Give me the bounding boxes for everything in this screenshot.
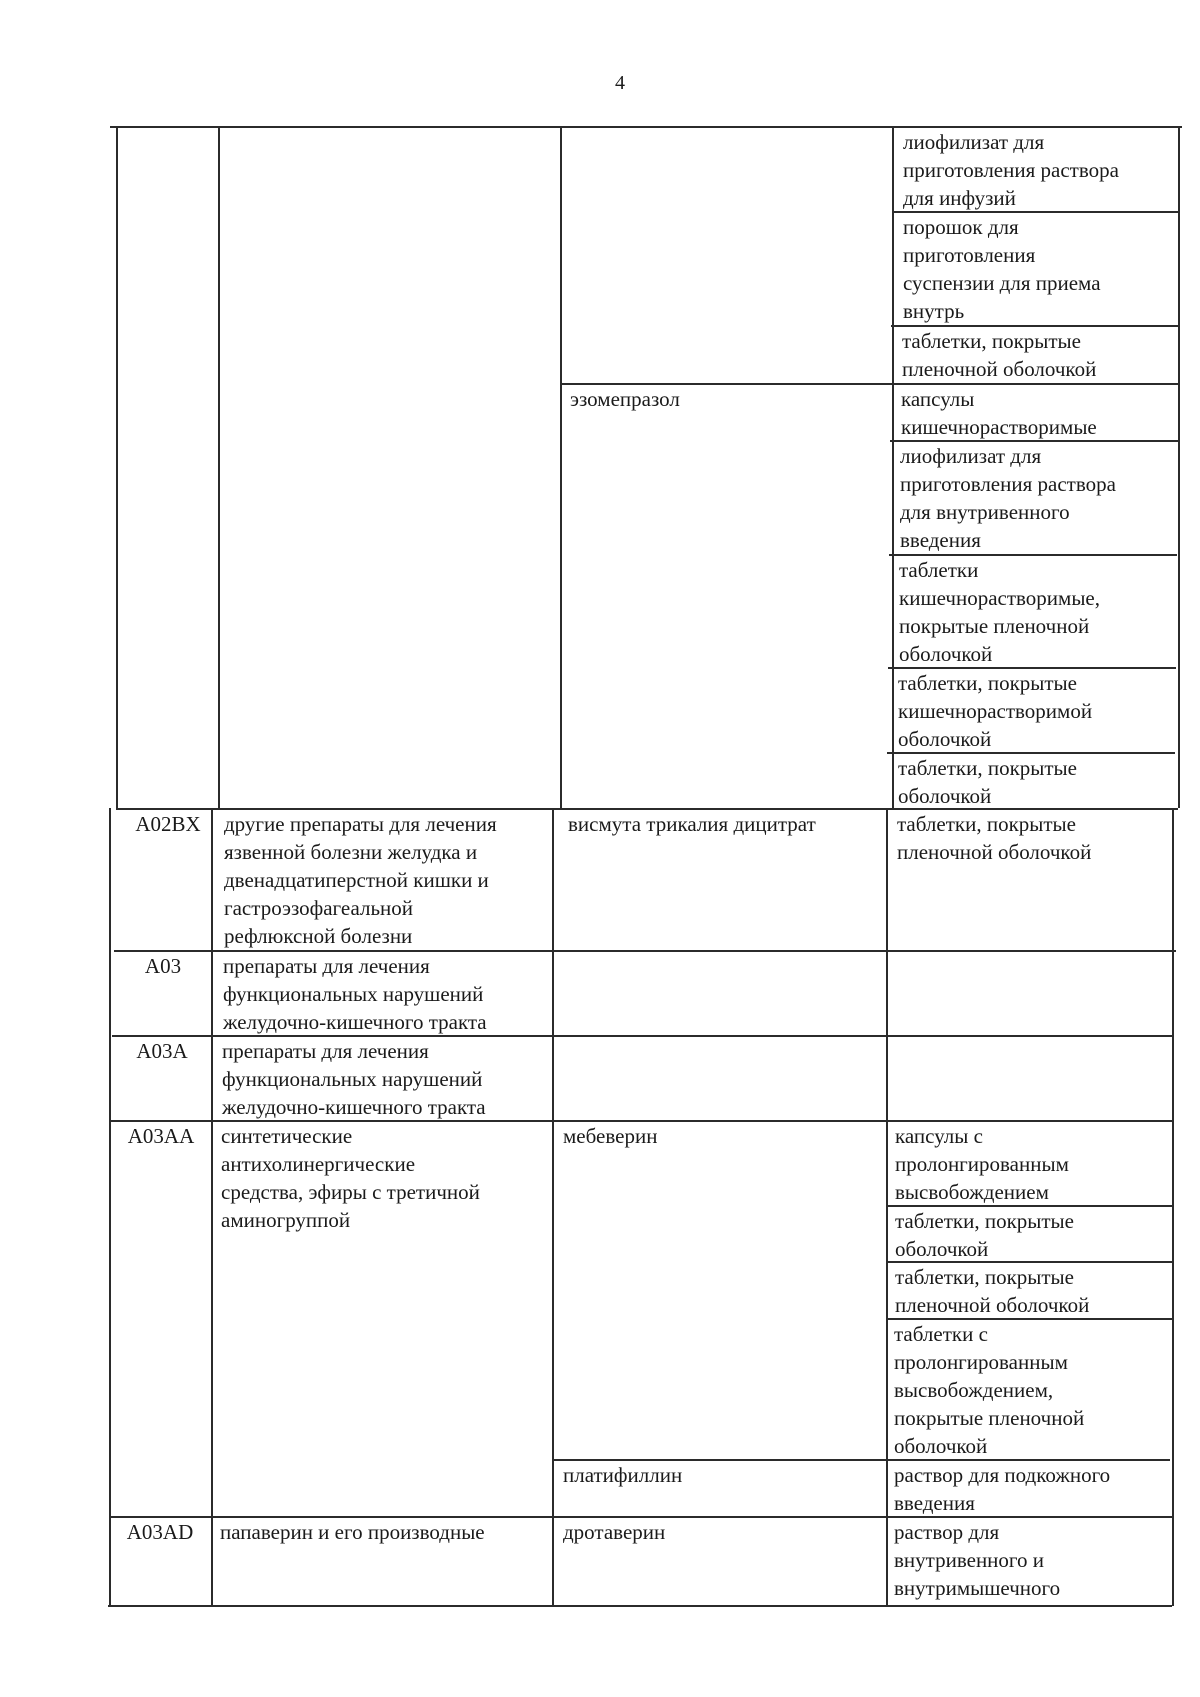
atc-code-cell: A03AD (126, 1520, 194, 1544)
table-left-border (109, 808, 111, 1606)
column-divider (886, 808, 888, 1606)
atc-code-cell: A03AA (127, 1124, 195, 1148)
column-divider (892, 126, 894, 808)
dosage-form-cell: таблетки, покрытые пленочной оболочкой (895, 1265, 1090, 1317)
table-left-border (116, 126, 118, 808)
page-number: 4 (615, 72, 625, 94)
column-divider (560, 126, 562, 808)
atc-code-cell: A03A (136, 1039, 188, 1063)
group-description-cell: препараты для лечения функциональных нарушений желудочно-кишечного тракта (222, 1039, 486, 1119)
table-right-border (1172, 808, 1174, 1606)
dosage-form-cell: таблетки, покрытые кишечнорастворимой оболочкой (898, 671, 1093, 751)
drug-name-cell: эзомепразол (570, 387, 680, 411)
drug-name-cell: платифиллин (563, 1463, 683, 1487)
group-description-cell: другие препараты для лечения язвенной болезни желудка и двенадцатиперстной кишки и гастроэзофагеальной рефлюксной болезни (224, 812, 497, 948)
drug-name-cell: мебеверин (563, 1124, 658, 1148)
group-description-cell: синтетические антихолинергические средства, эфиры с третичной аминогруппой (221, 1124, 480, 1232)
dosage-form-cell: лиофилизат для приготовления раствора для инфузий (903, 130, 1119, 210)
dosage-form-cell: порошок для приготовления суспензии для приема внутрь (903, 215, 1101, 323)
dosage-form-cell: раствор для подкожного введения (894, 1463, 1111, 1515)
dosage-form-cell: капсулы с пролонгированным высвобождением (895, 1124, 1069, 1204)
group-description-cell: папаверин и его производные (220, 1520, 485, 1544)
atc-code-cell: A02BX (135, 812, 201, 836)
dosage-form-cell: таблетки, покрытые оболочкой (898, 756, 1077, 808)
table-bottom-border (108, 1605, 1172, 1607)
dosage-form-cell: таблетки, покрытые пленочной оболочкой (902, 329, 1097, 381)
table-right-border (1178, 126, 1180, 808)
column-divider (218, 126, 220, 808)
column-divider (211, 808, 213, 1606)
dosage-form-cell: лиофилизат для приготовления раствора для внутривенного введения (900, 444, 1116, 552)
dosage-form-cell: таблетки кишечнорастворимые, покрытые пленочной оболочкой (899, 558, 1101, 666)
dosage-form-cell: таблетки с пролонгированным высвобождением, покрытые пленочной оболочкой (894, 1322, 1085, 1458)
dosage-form-cell: таблетки, покрытые пленочной оболочкой (897, 812, 1092, 864)
dosage-form-cell: капсулы кишечнорастворимые (901, 387, 1097, 439)
group-description-cell: препараты для лечения функциональных нарушений желудочно-кишечного тракта (223, 954, 487, 1034)
drug-name-cell: дротаверин (563, 1520, 666, 1544)
drug-name-cell: висмута трикалия дицитрат (568, 812, 816, 836)
dosage-form-cell: таблетки, покрытые оболочкой (895, 1209, 1074, 1261)
dosage-form-cell: раствор для внутривенного и внутримышечного (894, 1520, 1061, 1600)
atc-code-cell: A03 (144, 954, 182, 978)
